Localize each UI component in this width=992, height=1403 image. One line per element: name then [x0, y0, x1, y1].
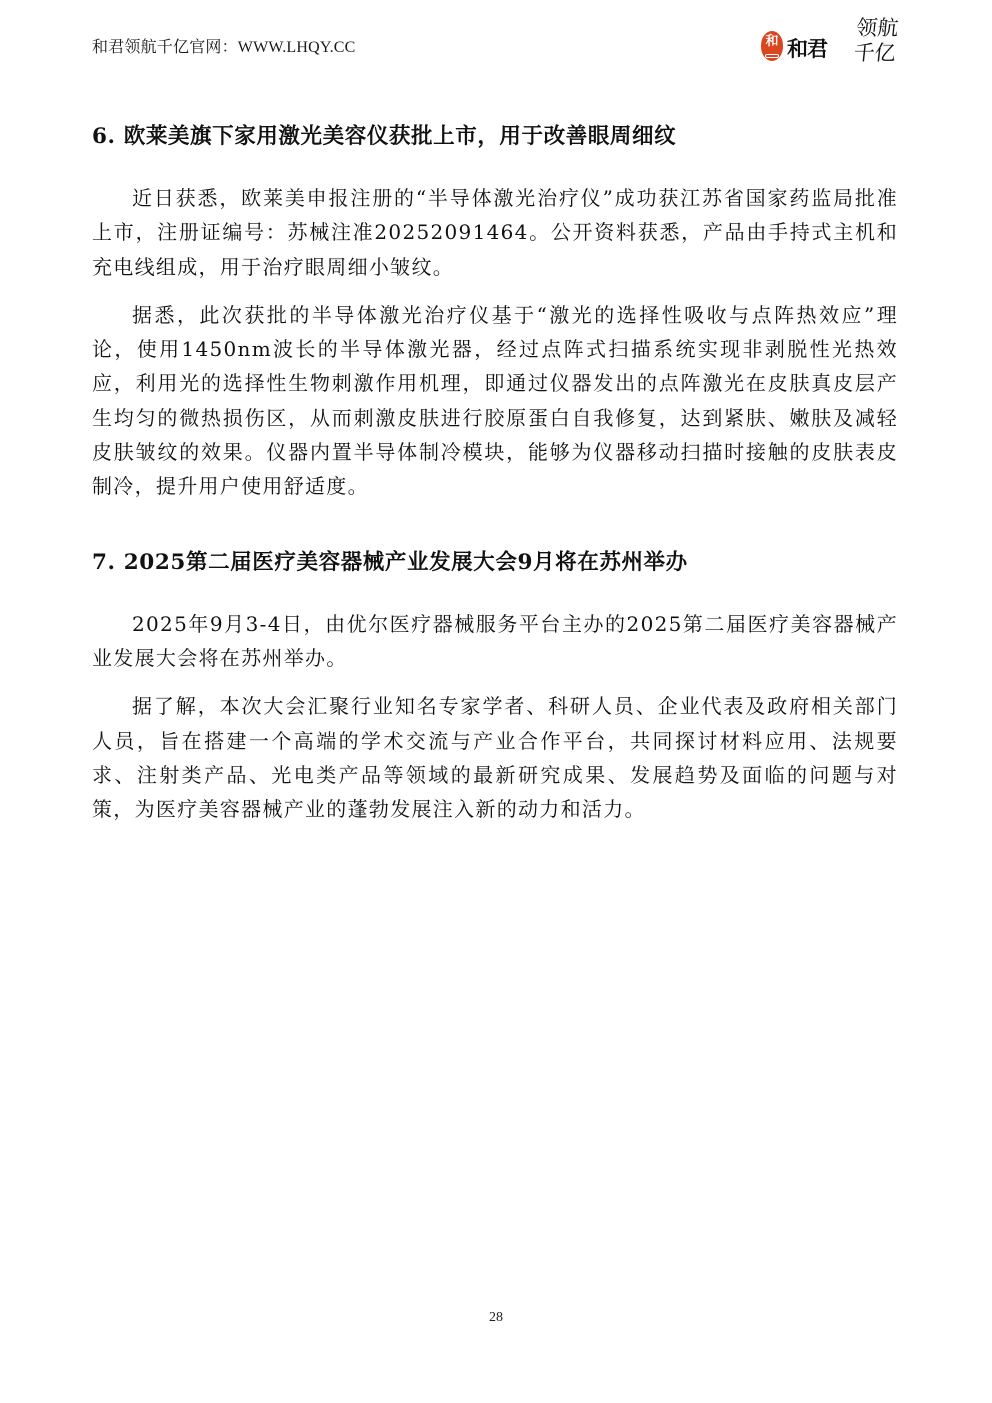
paragraph: 近日获悉，欧莱美申报注册的“半导体激光治疗仪”成功获江苏省国家药监局批准上市，注册证编号：苏械注准20252091464。公开资料获悉，产品由手持式主机和充电线组成，用于治疗眼周细小皱纹。 [92, 186, 898, 279]
page-header [0, 0, 992, 90]
paragraph: 2025年9月3-4日，由优尔医疗器械服务平台主办的2025第二届医疗美容器械产业发展大会将在苏州举办。 [92, 611, 898, 670]
document-body [92, 118, 898, 840]
page-number: 28 [489, 1310, 503, 1325]
logo-slogan-line1: 领航 [855, 16, 900, 40]
hejun-logo [758, 16, 908, 72]
site-url-label: 和君领航千亿官网：WWW.LHQY.CC [92, 39, 356, 56]
section-7 [92, 544, 898, 827]
section-6 [92, 118, 898, 504]
section-body [92, 181, 898, 504]
seal-char: 和 [765, 34, 779, 49]
logo-brand-text: 和君 [787, 37, 827, 61]
seal-icon [761, 31, 783, 61]
section-heading: 7. 2025第二届医疗美容器械产业发展大会9月将在苏州举办 [92, 549, 688, 575]
paragraph: 据悉，此次获批的半导体激光治疗仪基于“激光的选择性吸收与点阵热效应”理论，使用1450nm波长的半导体激光器，经过点阵式扫描系统实现非剥脱性光热效应，利用光的选择性生物刺激作用机理，即通过仪器发出的点阵激光在皮肤真皮层产生均匀的微热损伤区，从而刺激皮肤进行胶原蛋白自我修复，达到紧肤、嫩肤及减轻皮肤皱纹的效果。仪器内置半导体制冷模块，能够为仪器移动扫描时接触的皮肤表皮制冷，提升用户使用舒适度。 [92, 302, 898, 499]
logo-slogan [852, 16, 907, 66]
seal-banner-icon [765, 54, 779, 58]
section-body [92, 607, 898, 827]
logo-slogan-line2: 千亿 [852, 41, 897, 65]
section-heading: 6. 欧莱美旗下家用激光美容仪获批上市，用于改善眼周细纹 [92, 124, 677, 149]
paragraph: 据了解，本次大会汇聚行业知名专家学者、科研人员、企业代表及政府相关部门人员，旨在搭建一个高端的学术交流与产业合作平台，共同探讨材料应用、法规要求、注射类产品、光电类产品等领域的最新研究成果、发展趋势及面临的问题与对策，为医疗美容器械产业的蓬勃发展注入新的动力和活力。 [92, 694, 898, 822]
